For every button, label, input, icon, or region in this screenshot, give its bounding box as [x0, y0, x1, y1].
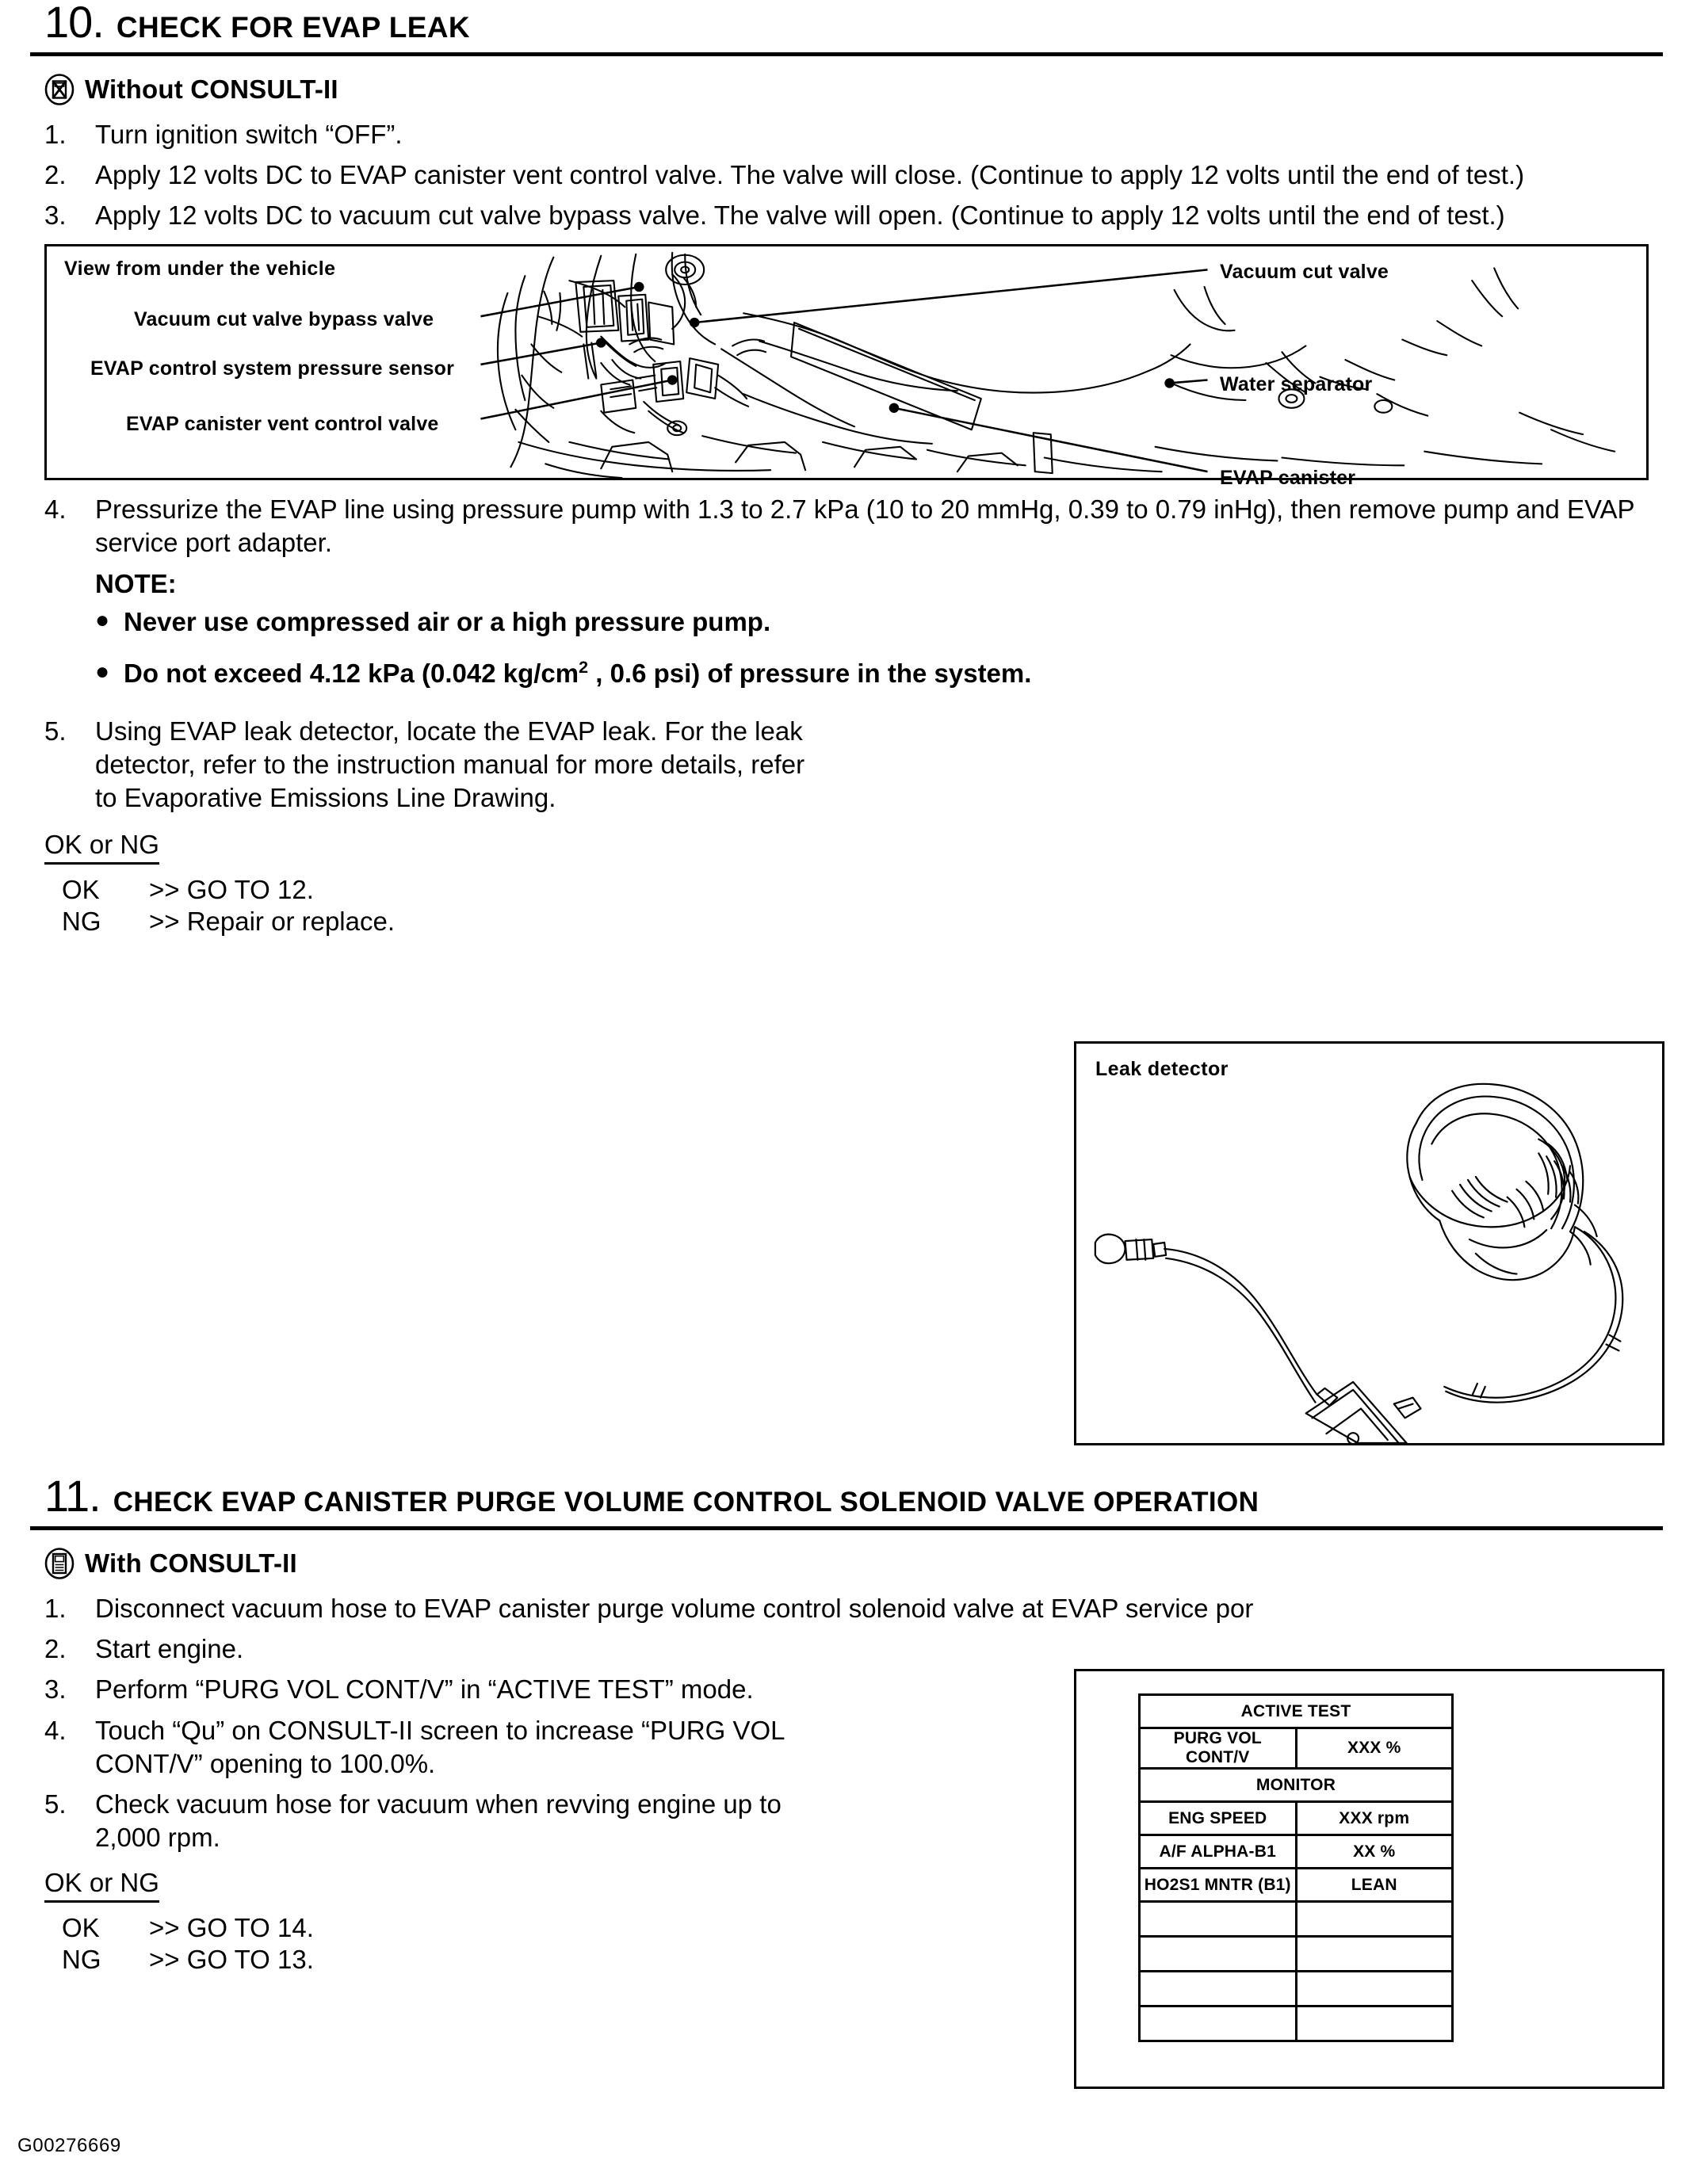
note-bullet — [95, 657, 1663, 690]
label-evap-control-system-pressure-sensor: EVAP control system pressure sensor — [90, 357, 455, 380]
bullet-dot-icon: ● — [95, 658, 110, 685]
section-10 — [30, 0, 1663, 937]
undercar-figure-caption: View from under the vehicle — [64, 257, 336, 280]
table-row — [1140, 1769, 1453, 1802]
step-text — [95, 715, 1091, 815]
section-11-divider — [30, 1526, 1663, 1530]
section-10-okng — [30, 827, 1663, 938]
step-text: Disconnect vacuum hose to EVAP canister purge volume control solenoid valve at EVAP service por — [95, 1594, 1254, 1623]
okng-heading: OK or NG — [44, 830, 159, 865]
okng-value: >> Repair or replace. — [149, 906, 396, 936]
label-vacuum-cut-valve: Vacuum cut valve — [1220, 260, 1389, 283]
row-value — [1296, 1902, 1453, 1937]
step-number: 5. — [44, 716, 67, 746]
row-label: PURG VOL CONT/V — [1140, 1728, 1297, 1769]
step-line: the end of test.) — [1323, 200, 1505, 231]
row-label: HO2S1 MNTR (B1) — [1140, 1869, 1297, 1902]
row-label — [1140, 2006, 1297, 2041]
undercar-diagram-wrap — [30, 244, 1663, 489]
table-row — [1140, 1972, 1453, 2006]
step-item — [44, 1788, 1067, 1854]
step-number: 3. — [44, 1674, 67, 1705]
okng-row — [62, 906, 1663, 937]
row-label: A/F ALPHA-B1 — [1140, 1835, 1297, 1869]
step-item — [44, 1673, 1067, 1706]
step-text: Perform “PURG VOL CONT/V” in “ACTIVE TEST” mode. — [95, 1674, 754, 1705]
note-label: NOTE: — [95, 569, 177, 599]
step-line: Touch “Qu” on CONSULT-II screen to increase “PURG VOL — [95, 1715, 785, 1745]
okng-value: >> GO TO 13. — [149, 1944, 314, 1974]
note-bullet-text: Never use compressed air or a high pressure pump. — [124, 607, 771, 637]
without-consult-line — [30, 74, 1663, 105]
consult-crossed-out-icon — [44, 74, 75, 105]
step-number: 2. — [44, 160, 67, 190]
section-10-steps-cont — [30, 493, 1663, 815]
okng-key: OK — [62, 874, 100, 904]
okng-key: NG — [62, 906, 101, 936]
okng-value: >> GO TO 14. — [149, 1912, 314, 1942]
step-text: Start engine. — [95, 1634, 244, 1664]
step-number: 5. — [44, 1789, 67, 1819]
leak-detector-figure — [1074, 1041, 1664, 1445]
table-row — [1140, 1802, 1453, 1835]
consult-icon — [44, 1548, 75, 1579]
row-label — [1140, 1937, 1297, 1972]
okng-key: OK — [62, 1912, 100, 1942]
step-text — [95, 158, 1663, 192]
row-value — [1296, 1972, 1453, 2006]
section-10-header — [30, 0, 1663, 47]
monitor-header: MONITOR — [1140, 1769, 1453, 1802]
label-vacuum-cut-valve-bypass-valve: Vacuum cut valve bypass valve — [134, 307, 434, 330]
row-value: XX % — [1296, 1835, 1453, 1869]
label-evap-canister: EVAP canister — [1220, 466, 1356, 489]
table-row — [1140, 2006, 1453, 2041]
row-label — [1140, 1972, 1297, 2006]
step-item — [44, 1714, 1067, 1781]
table-row — [1140, 1902, 1453, 1937]
label-evap-canister-vent-control-valve: EVAP canister vent control valve — [126, 412, 439, 435]
step-line: 2,000 rpm. — [95, 1823, 220, 1853]
step-number: 1. — [44, 1594, 67, 1623]
section-11-title: CHECK EVAP CANISTER PURGE VOLUME CONTROL SOLENOID VALVE OPERATION — [113, 1487, 1259, 1518]
step-item — [44, 118, 1663, 151]
step-line: detector, refer to the instruction manual for more details, refer — [95, 750, 805, 780]
table-row — [1140, 1728, 1453, 1769]
leak-detector-caption: Leak detector — [1095, 1058, 1229, 1080]
consult-screen-figure — [1074, 1669, 1664, 2089]
step-item — [44, 493, 1663, 708]
section-10-divider — [30, 52, 1663, 56]
page-footer-code: G00276669 — [17, 2135, 121, 2156]
step-line: Apply 12 volts DC to vacuum cut valve bypass valve. The valve will open. (Continue to apply 12 volts until — [95, 200, 1317, 231]
undercar-figure — [44, 244, 1649, 489]
table-row — [1140, 1937, 1453, 1972]
step-item — [44, 158, 1663, 192]
step-item — [44, 1592, 1677, 1625]
with-consult-label: With CONSULT-II — [85, 1548, 297, 1578]
note-bullet-sup: 2 — [579, 657, 589, 677]
note-bullet — [95, 605, 1663, 639]
leak-detector-illustration — [1076, 1044, 1662, 1443]
label-water-separator: Water separator — [1220, 372, 1373, 395]
row-value: XXX % — [1296, 1728, 1453, 1769]
step-item — [44, 199, 1663, 232]
step-number: 3. — [44, 200, 67, 231]
step-line: Check vacuum hose for vacuum when revving engine up to — [95, 1789, 782, 1819]
step-text — [95, 493, 1663, 708]
step-text — [95, 199, 1663, 232]
okng-row — [62, 874, 1663, 906]
okng-value: >> GO TO 12. — [149, 874, 314, 904]
section-11-number: 11. — [44, 1471, 101, 1521]
okng-rows — [44, 874, 1663, 938]
row-value: XXX rpm — [1296, 1802, 1453, 1835]
step-text — [95, 1788, 1067, 1854]
step-item — [44, 1632, 1663, 1666]
with-consult-line — [30, 1548, 1663, 1579]
step-line: CONT/V” opening to 100.0%. — [95, 1748, 436, 1778]
step-number: 4. — [44, 1715, 67, 1745]
step-number: 2. — [44, 1634, 67, 1664]
step-text: Turn ignition switch “OFF”. — [95, 120, 403, 149]
row-label: ENG SPEED — [1140, 1802, 1297, 1835]
step-line: Apply 12 volts DC to EVAP canister vent control valve. The valve will close. (Continue to apply 12 volts — [95, 160, 1280, 190]
table-row — [1140, 1835, 1453, 1869]
without-consult-label: Without CONSULT-II — [85, 74, 338, 104]
step-line: until the end of test.) — [1287, 160, 1525, 190]
note-bullet-pre: Do not exceed 4.12 kPa (0.042 kg/cm — [124, 658, 579, 688]
section-10-steps — [30, 118, 1663, 233]
step-line: then remove pump and EVAP service port adapter. — [95, 494, 1634, 557]
step-line: Pressurize the EVAP line using pressure pump with 1.3 to 2.7 kPa (10 to 20 mmHg, 0.39 to 0.79 inHg), — [95, 494, 1284, 524]
okng-heading: OK or NG — [44, 1868, 159, 1903]
note-bullet-list — [95, 605, 1663, 689]
section-10-title: CHECK FOR EVAP LEAK — [116, 11, 471, 44]
step-line: Using EVAP leak detector, locate the EVAP leak. For the leak — [95, 716, 803, 746]
step-number: 1. — [44, 120, 67, 149]
step-number: 4. — [44, 494, 67, 524]
row-label — [1140, 1902, 1297, 1937]
step-line: to Evaporative Emissions Line Drawing. — [95, 783, 556, 813]
note-bullet-post: , 0.6 psi) of pressure in the system. — [588, 658, 1032, 688]
okng-key: NG — [62, 1944, 101, 1974]
row-value — [1296, 2006, 1453, 2041]
consult-screen-table — [1138, 1693, 1454, 2042]
table-row — [1140, 1695, 1453, 1728]
section-10-number: 10. — [44, 0, 104, 47]
bullet-dot-icon: ● — [95, 607, 110, 634]
step-item — [44, 715, 1091, 815]
table-row — [1140, 1869, 1453, 1902]
row-value — [1296, 1937, 1453, 1972]
active-test-header: ACTIVE TEST — [1140, 1695, 1453, 1728]
note-bullet-text — [124, 657, 1031, 690]
step-text — [95, 1714, 1067, 1781]
section-11-header — [30, 1471, 1663, 1521]
row-value: LEAN — [1296, 1869, 1453, 1902]
